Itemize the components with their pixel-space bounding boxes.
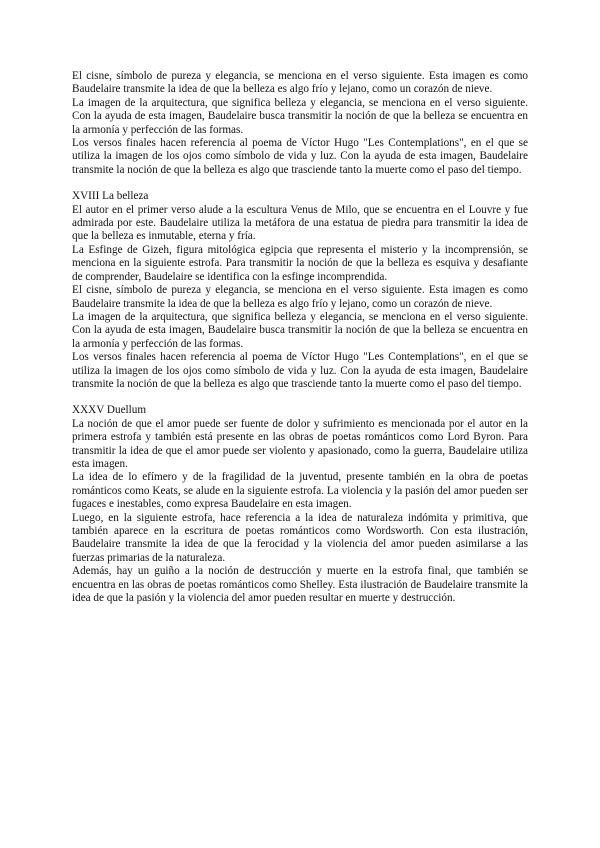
section-spacer xyxy=(72,391,528,404)
section-duellum xyxy=(72,404,528,605)
paragraph: La Esfinge de Gizeh, figura mitológica egipcia que representa el misterio y la incomprensión, se menciona en la siguiente estrofa. Para transmitir la noción de que la belleza es esquiva y desafiante de comprender, Baudelaire se identifica con la esfinge incomprendida. xyxy=(72,243,528,283)
paragraph: Los versos finales hacen referencia al poema de Víctor Hugo "Les Contemplations", en el que se utiliza la imagen de los ojos como símbolo de vida y luz. Con la ayuda de esta imagen, Baudelaire transmite la noción de que la belleza es algo que trasciende tanto la muerte como el paso del tiempo. xyxy=(72,137,528,176)
paragraph: El cisne, símbolo de pureza y elegancia, se menciona en el verso siguiente. Esta imagen es como Baudelaire transmite la idea de que la belleza es algo frío y lejano, como un corazón de nieve. xyxy=(72,284,528,310)
paragraph: Además, hay un guiño a la noción de destrucción y muerte en la estrofa final, que también se encuentra en las obras de poetas románticos como Shelley. Esta ilustración de Baudelaire transmite la idea de que la pasión y la violencia del amor pueden resultar en muerte y destrucción. xyxy=(72,565,528,605)
document-page xyxy=(72,70,528,605)
paragraph: Los versos finales hacen referencia al poema de Víctor Hugo "Les Contemplations", en el que se utiliza la imagen de los ojos como símbolo de vida y luz. Con la ayuda de esta imagen, Baudelaire transmite la noción de que la belleza es algo que trasciende tanto la muerte como el paso del tiempo. xyxy=(72,351,528,390)
section-heading: XXXV Duellum xyxy=(72,404,147,417)
paragraph: La imagen de la arquitectura, que significa belleza y elegancia, se menciona en el verso siguiente. Con la ayuda de esta imagen, Baudelaire busca transmitir la noción de que la belleza se encuentra en la armonía y perfección de las formas. xyxy=(72,96,528,136)
section-continuation xyxy=(72,70,528,177)
paragraph: El autor en el primer verso alude a la escultura Venus de Milo, que se encuentra en el Louvre y fue admirada por este. Baudelaire utiliza la metáfora de una estatua de piedra para transmitir la idea de que la belleza es inmutable, eterna y fría. xyxy=(72,203,528,243)
paragraph: Luego, en la siguiente estrofa, hace referencia a la idea de naturaleza indómita y primitiva, que también aparece en la escritura de poetas románticos como Wordsworth. Con esta ilustración, Baudelaire transmite la idea de que la ferocidad y la violencia del amor pueden asimilarse a las fuerzas primarias de la naturaleza. xyxy=(72,511,528,564)
paragraph: La imagen de la arquitectura, que significa belleza y elegancia, se menciona en el verso siguiente. Con la ayuda de esta imagen, Baudelaire busca transmitir la noción de que la belleza se encuentra en la armonía y perfección de las formas. xyxy=(72,310,528,350)
paragraph: El cisne, símbolo de pureza y elegancia, se menciona en el verso siguiente. Esta imagen es como Baudelaire transmite la idea de que la belleza es algo frío y lejano, como un corazón de nieve. xyxy=(72,70,528,96)
section-la-belleza xyxy=(72,190,528,391)
paragraph: La noción de que el amor puede ser fuente de dolor y sufrimiento es mencionada por el autor en la primera estrofa y también está presente en las obras de poetas románticos como Lord Byron. Para transmitir la idea de que el amor puede ser violento y apasionado, como la guerra, Baudelaire utiliza esta imagen. xyxy=(72,417,528,470)
paragraph: La idea de lo efímero y de la fragilidad de la juventud, presente también en la obra de poetas románticos como Keats, se alude en la siguiente estrofa. La violencia y la pasión del amor pueden ser fugaces e inestables, como expresa Baudelaire en esta imagen. xyxy=(72,471,528,511)
section-heading: XVIII La belleza xyxy=(72,190,149,203)
section-spacer xyxy=(72,177,528,190)
